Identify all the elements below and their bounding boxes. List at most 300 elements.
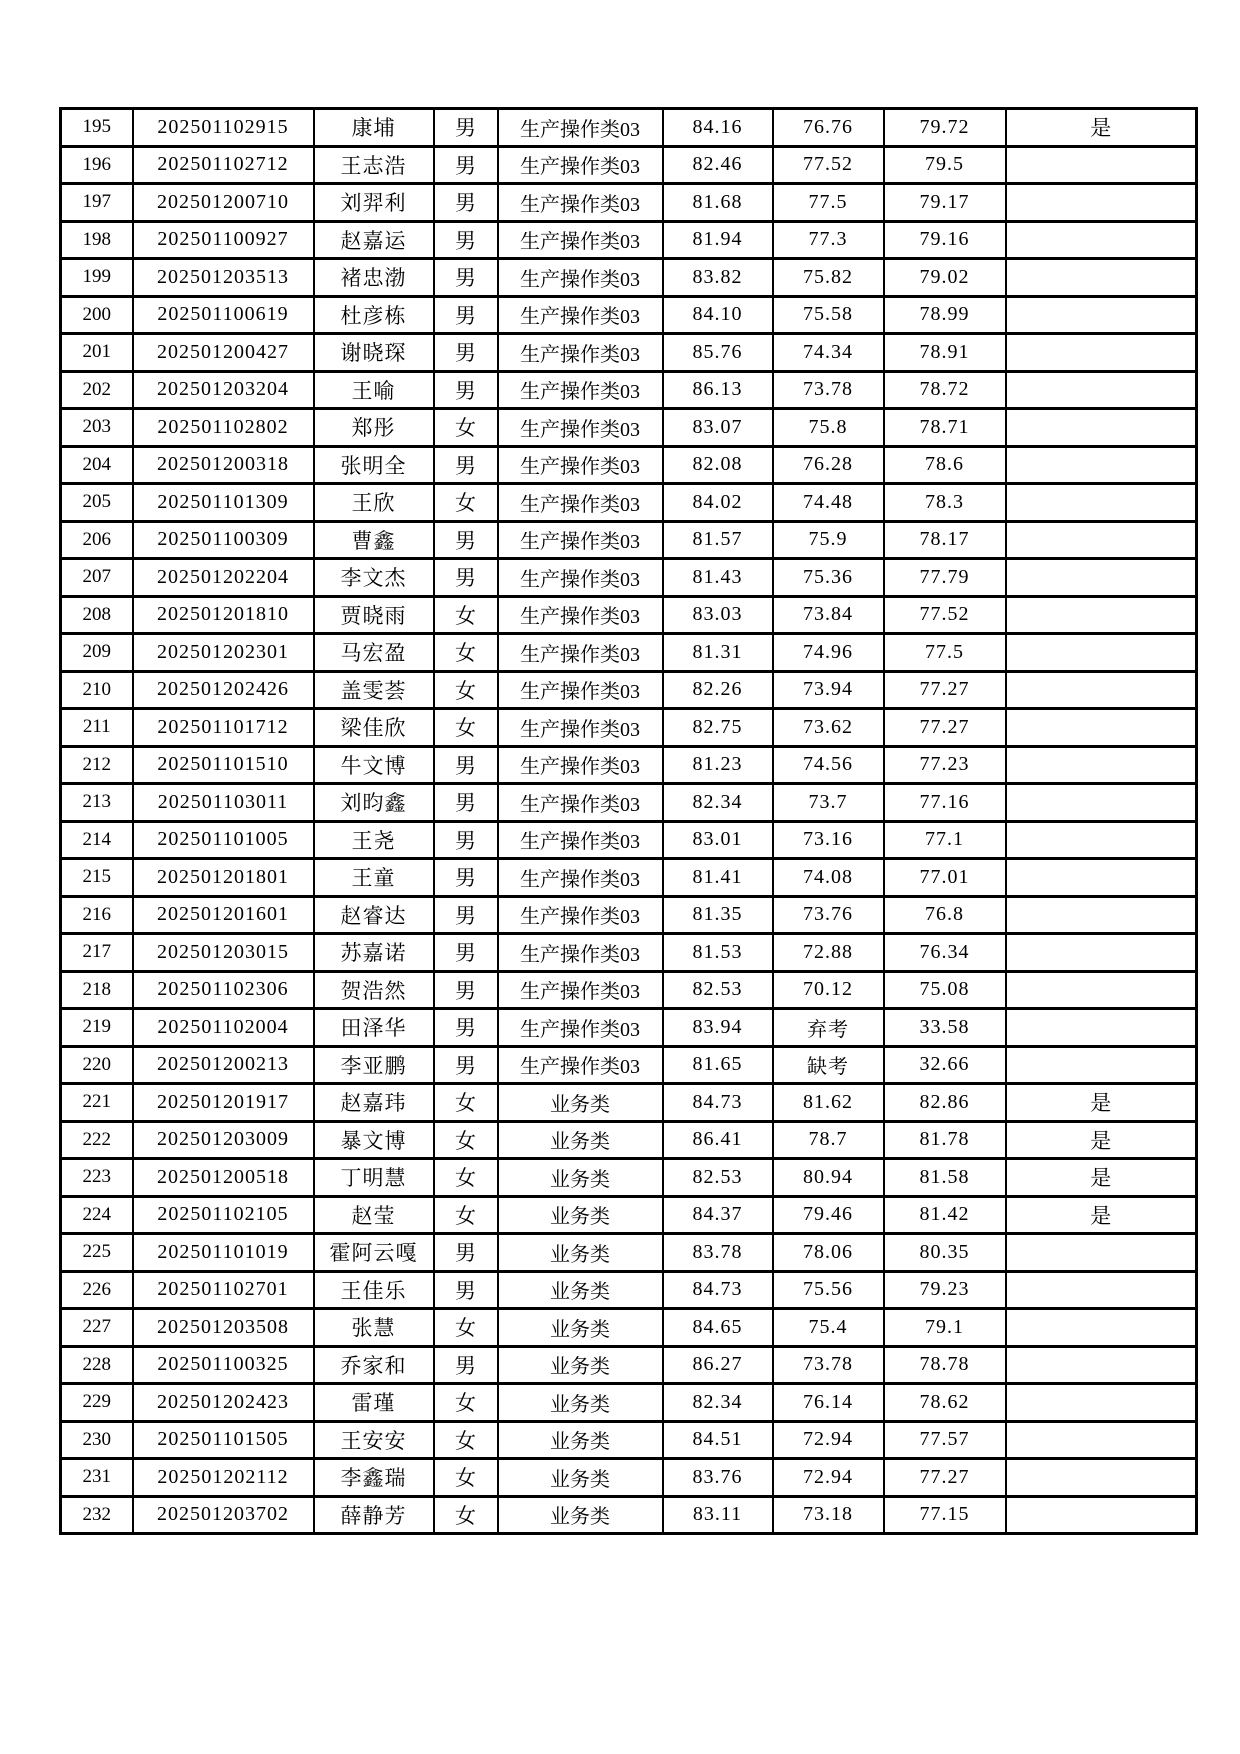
cell-admission-number: 202501101309 <box>133 484 314 522</box>
cell-name: 赵莹 <box>314 1196 434 1234</box>
cell-seq: 213 <box>61 784 133 822</box>
table-row <box>61 259 1197 297</box>
cell-seq: 210 <box>61 671 133 709</box>
cell-seq: 225 <box>61 1234 133 1272</box>
cell-score-interview: 76.28 <box>773 446 884 484</box>
cell-name: 康埔 <box>314 109 434 147</box>
cell-name: 王喻 <box>314 371 434 409</box>
cell-score-interview: 75.58 <box>773 296 884 334</box>
cell-score-total: 79.02 <box>884 259 1006 297</box>
cell-seq: 216 <box>61 896 133 934</box>
table-row <box>61 971 1197 1009</box>
cell-admission-number: 202501203702 <box>133 1496 314 1534</box>
cell-gender: 女 <box>434 1084 498 1122</box>
cell-seq: 232 <box>61 1496 133 1534</box>
cell-name: 贾晓雨 <box>314 596 434 634</box>
cell-qualified-flag: 是 <box>1006 109 1197 147</box>
table-row <box>61 934 1197 972</box>
cell-score-total: 79.16 <box>884 221 1006 259</box>
cell-gender: 男 <box>434 1234 498 1272</box>
cell-name: 盖雯荟 <box>314 671 434 709</box>
cell-score-total: 78.78 <box>884 1346 1006 1384</box>
cell-score-interview: 79.46 <box>773 1196 884 1234</box>
cell-score-total: 78.62 <box>884 1384 1006 1422</box>
cell-score-total: 79.72 <box>884 109 1006 147</box>
cell-gender: 女 <box>434 1121 498 1159</box>
table-row <box>61 184 1197 222</box>
cell-score-interview: 74.96 <box>773 634 884 672</box>
cell-category: 业务类 <box>498 1309 663 1347</box>
cell-score-written: 83.76 <box>663 1459 773 1497</box>
cell-gender: 女 <box>434 596 498 634</box>
cell-admission-number: 202501202301 <box>133 634 314 672</box>
cell-score-total: 78.99 <box>884 296 1006 334</box>
cell-score-interview: 73.84 <box>773 596 884 634</box>
cell-seq: 215 <box>61 859 133 897</box>
cell-gender: 男 <box>434 1346 498 1384</box>
cell-score-interview: 77.5 <box>773 184 884 222</box>
cell-score-total: 77.27 <box>884 671 1006 709</box>
cell-gender: 女 <box>434 1196 498 1234</box>
cell-score-interview: 75.56 <box>773 1271 884 1309</box>
table-row <box>61 1009 1197 1047</box>
table-row <box>61 784 1197 822</box>
cell-score-total: 76.34 <box>884 934 1006 972</box>
cell-admission-number: 202501201810 <box>133 596 314 634</box>
cell-gender: 女 <box>434 1496 498 1534</box>
cell-seq: 226 <box>61 1271 133 1309</box>
cell-admission-number: 202501202426 <box>133 671 314 709</box>
cell-score-interview: 73.78 <box>773 1346 884 1384</box>
cell-admission-number: 202501100927 <box>133 221 314 259</box>
cell-score-total: 32.66 <box>884 1046 1006 1084</box>
cell-score-total: 77.15 <box>884 1496 1006 1534</box>
cell-qualified-flag <box>1006 1234 1197 1272</box>
cell-admission-number: 202501100619 <box>133 296 314 334</box>
cell-category: 生产操作类03 <box>498 259 663 297</box>
cell-score-written: 82.75 <box>663 709 773 747</box>
cell-name: 牛文博 <box>314 746 434 784</box>
cell-score-total: 77.79 <box>884 559 1006 597</box>
cell-gender: 女 <box>434 1309 498 1347</box>
cell-category: 生产操作类03 <box>498 559 663 597</box>
cell-qualified-flag <box>1006 709 1197 747</box>
cell-category: 业务类 <box>498 1121 663 1159</box>
cell-score-interview: 74.34 <box>773 334 884 372</box>
cell-gender: 男 <box>434 821 498 859</box>
cell-name: 赵嘉玮 <box>314 1084 434 1122</box>
cell-seq: 209 <box>61 634 133 672</box>
cell-name: 王佳乐 <box>314 1271 434 1309</box>
cell-name: 谢晓琛 <box>314 334 434 372</box>
cell-score-total: 33.58 <box>884 1009 1006 1047</box>
cell-score-total: 77.27 <box>884 709 1006 747</box>
cell-admission-number: 202501102915 <box>133 109 314 147</box>
table-row <box>61 109 1197 147</box>
table-row <box>61 671 1197 709</box>
cell-admission-number: 202501100325 <box>133 1346 314 1384</box>
cell-score-interview: 74.56 <box>773 746 884 784</box>
cell-score-written: 83.11 <box>663 1496 773 1534</box>
table-row <box>61 1234 1197 1272</box>
cell-score-interview: 73.78 <box>773 371 884 409</box>
cell-seq: 203 <box>61 409 133 447</box>
cell-qualified-flag <box>1006 1046 1197 1084</box>
table-row <box>61 446 1197 484</box>
cell-score-written: 83.78 <box>663 1234 773 1272</box>
table-row <box>61 596 1197 634</box>
cell-category: 生产操作类03 <box>498 821 663 859</box>
cell-qualified-flag <box>1006 334 1197 372</box>
cell-admission-number: 202501200710 <box>133 184 314 222</box>
cell-score-written: 82.08 <box>663 446 773 484</box>
cell-score-written: 81.94 <box>663 221 773 259</box>
cell-seq: 217 <box>61 934 133 972</box>
cell-admission-number: 202501102701 <box>133 1271 314 1309</box>
table-row <box>61 409 1197 447</box>
cell-score-interview: 81.62 <box>773 1084 884 1122</box>
cell-score-interview: 73.16 <box>773 821 884 859</box>
cell-score-total: 78.6 <box>884 446 1006 484</box>
cell-qualified-flag <box>1006 559 1197 597</box>
cell-score-written: 84.73 <box>663 1271 773 1309</box>
table-row <box>61 1421 1197 1459</box>
cell-admission-number: 202501201917 <box>133 1084 314 1122</box>
table-row <box>61 1084 1197 1122</box>
cell-score-written: 82.34 <box>663 784 773 822</box>
cell-category: 业务类 <box>498 1159 663 1197</box>
cell-admission-number: 202501102004 <box>133 1009 314 1047</box>
cell-qualified-flag <box>1006 484 1197 522</box>
cell-score-interview: 78.7 <box>773 1121 884 1159</box>
cell-category: 业务类 <box>498 1346 663 1384</box>
cell-seq: 196 <box>61 146 133 184</box>
cell-score-written: 84.51 <box>663 1421 773 1459</box>
cell-gender: 女 <box>434 1159 498 1197</box>
cell-score-total: 77.01 <box>884 859 1006 897</box>
cell-score-written: 82.53 <box>663 971 773 1009</box>
cell-category: 生产操作类03 <box>498 859 663 897</box>
cell-score-written: 81.23 <box>663 746 773 784</box>
cell-seq: 230 <box>61 1421 133 1459</box>
cell-score-written: 81.57 <box>663 521 773 559</box>
table-row <box>61 1196 1197 1234</box>
cell-category: 生产操作类03 <box>498 109 663 147</box>
cell-gender: 男 <box>434 446 498 484</box>
cell-name: 张明全 <box>314 446 434 484</box>
cell-qualified-flag <box>1006 1309 1197 1347</box>
cell-seq: 229 <box>61 1384 133 1422</box>
cell-name: 赵睿达 <box>314 896 434 934</box>
cell-seq: 218 <box>61 971 133 1009</box>
cell-name: 王欣 <box>314 484 434 522</box>
cell-category: 生产操作类03 <box>498 1009 663 1047</box>
cell-gender: 男 <box>434 971 498 1009</box>
cell-category: 生产操作类03 <box>498 334 663 372</box>
cell-category: 业务类 <box>498 1496 663 1534</box>
cell-gender: 男 <box>434 296 498 334</box>
cell-gender: 男 <box>434 896 498 934</box>
cell-gender: 女 <box>434 634 498 672</box>
cell-score-written: 86.41 <box>663 1121 773 1159</box>
cell-score-written: 81.43 <box>663 559 773 597</box>
cell-category: 生产操作类03 <box>498 634 663 672</box>
cell-category: 生产操作类03 <box>498 1046 663 1084</box>
cell-qualified-flag <box>1006 596 1197 634</box>
cell-name: 杜彦栋 <box>314 296 434 334</box>
cell-gender: 女 <box>434 1421 498 1459</box>
cell-category: 生产操作类03 <box>498 296 663 334</box>
cell-name: 王尧 <box>314 821 434 859</box>
cell-score-total: 77.52 <box>884 596 1006 634</box>
table-row <box>61 746 1197 784</box>
cell-score-written: 83.03 <box>663 596 773 634</box>
cell-score-written: 82.53 <box>663 1159 773 1197</box>
cell-score-total: 78.72 <box>884 371 1006 409</box>
cell-seq: 228 <box>61 1346 133 1384</box>
cell-admission-number: 202501200518 <box>133 1159 314 1197</box>
cell-admission-number: 202501101005 <box>133 821 314 859</box>
cell-seq: 206 <box>61 521 133 559</box>
table-row <box>61 1309 1197 1347</box>
cell-qualified-flag <box>1006 259 1197 297</box>
cell-name: 梁佳欣 <box>314 709 434 747</box>
cell-name: 马宏盈 <box>314 634 434 672</box>
cell-gender: 男 <box>434 184 498 222</box>
cell-qualified-flag <box>1006 521 1197 559</box>
cell-score-total: 78.91 <box>884 334 1006 372</box>
cell-category: 生产操作类03 <box>498 709 663 747</box>
cell-score-written: 81.31 <box>663 634 773 672</box>
table-row <box>61 371 1197 409</box>
cell-gender: 男 <box>434 521 498 559</box>
cell-score-interview: 72.88 <box>773 934 884 972</box>
table-row <box>61 896 1197 934</box>
cell-score-written: 81.41 <box>663 859 773 897</box>
cell-name: 李鑫瑞 <box>314 1459 434 1497</box>
cell-qualified-flag <box>1006 1346 1197 1384</box>
cell-qualified-flag <box>1006 1384 1197 1422</box>
cell-seq: 220 <box>61 1046 133 1084</box>
cell-gender: 女 <box>434 1384 498 1422</box>
cell-score-interview: 75.9 <box>773 521 884 559</box>
cell-qualified-flag <box>1006 184 1197 222</box>
cell-admission-number: 202501102306 <box>133 971 314 1009</box>
cell-seq: 214 <box>61 821 133 859</box>
cell-score-total: 79.17 <box>884 184 1006 222</box>
table-row <box>61 146 1197 184</box>
cell-score-total: 81.42 <box>884 1196 1006 1234</box>
cell-score-total: 77.57 <box>884 1421 1006 1459</box>
cell-seq: 205 <box>61 484 133 522</box>
cell-name: 田泽华 <box>314 1009 434 1047</box>
cell-score-written: 81.65 <box>663 1046 773 1084</box>
cell-qualified-flag <box>1006 821 1197 859</box>
cell-score-written: 83.82 <box>663 259 773 297</box>
cell-score-written: 82.34 <box>663 1384 773 1422</box>
cell-name: 贺浩然 <box>314 971 434 1009</box>
cell-admission-number: 202501102802 <box>133 409 314 447</box>
cell-score-written: 86.13 <box>663 371 773 409</box>
table-row <box>61 1346 1197 1384</box>
cell-score-written: 85.76 <box>663 334 773 372</box>
cell-category: 业务类 <box>498 1234 663 1272</box>
cell-category: 生产操作类03 <box>498 371 663 409</box>
cell-admission-number: 202501200213 <box>133 1046 314 1084</box>
cell-score-total: 77.27 <box>884 1459 1006 1497</box>
cell-seq: 212 <box>61 746 133 784</box>
table-row <box>61 484 1197 522</box>
cell-name: 郑彤 <box>314 409 434 447</box>
cell-score-total: 79.5 <box>884 146 1006 184</box>
cell-qualified-flag <box>1006 746 1197 784</box>
table-row <box>61 221 1197 259</box>
cell-score-interview: 73.94 <box>773 671 884 709</box>
cell-seq: 207 <box>61 559 133 597</box>
cell-score-written: 84.10 <box>663 296 773 334</box>
cell-category: 生产操作类03 <box>498 446 663 484</box>
cell-score-written: 82.26 <box>663 671 773 709</box>
cell-gender: 女 <box>434 409 498 447</box>
cell-score-total: 77.1 <box>884 821 1006 859</box>
cell-score-total: 78.17 <box>884 521 1006 559</box>
cell-score-interview: 80.94 <box>773 1159 884 1197</box>
cell-score-total: 81.78 <box>884 1121 1006 1159</box>
table-row <box>61 1271 1197 1309</box>
cell-gender: 女 <box>434 709 498 747</box>
cell-gender: 男 <box>434 259 498 297</box>
cell-seq: 200 <box>61 296 133 334</box>
cell-score-total: 76.8 <box>884 896 1006 934</box>
cell-score-total: 77.16 <box>884 784 1006 822</box>
cell-admission-number: 202501100309 <box>133 521 314 559</box>
cell-score-interview: 70.12 <box>773 971 884 1009</box>
cell-category: 业务类 <box>498 1196 663 1234</box>
cell-score-interview: 76.76 <box>773 109 884 147</box>
cell-category: 生产操作类03 <box>498 221 663 259</box>
cell-qualified-flag <box>1006 671 1197 709</box>
cell-category: 生产操作类03 <box>498 409 663 447</box>
cell-score-interview: 74.08 <box>773 859 884 897</box>
cell-admission-number: 202501201601 <box>133 896 314 934</box>
cell-name: 霍阿云嘎 <box>314 1234 434 1272</box>
table-row <box>61 709 1197 747</box>
cell-gender: 男 <box>434 221 498 259</box>
cell-score-written: 82.46 <box>663 146 773 184</box>
cell-score-interview: 78.06 <box>773 1234 884 1272</box>
table-row <box>61 1459 1197 1497</box>
cell-qualified-flag <box>1006 1459 1197 1497</box>
cell-category: 业务类 <box>498 1084 663 1122</box>
results-table-body <box>61 109 1197 1534</box>
cell-score-written: 84.02 <box>663 484 773 522</box>
cell-gender: 男 <box>434 784 498 822</box>
cell-qualified-flag <box>1006 446 1197 484</box>
cell-category: 生产操作类03 <box>498 521 663 559</box>
cell-score-interview: 77.52 <box>773 146 884 184</box>
cell-category: 业务类 <box>498 1459 663 1497</box>
cell-admission-number: 202501101019 <box>133 1234 314 1272</box>
cell-score-interview: 73.76 <box>773 896 884 934</box>
cell-name: 刘昀鑫 <box>314 784 434 822</box>
cell-qualified-flag: 是 <box>1006 1159 1197 1197</box>
table-row <box>61 859 1197 897</box>
cell-admission-number: 202501102712 <box>133 146 314 184</box>
cell-qualified-flag: 是 <box>1006 1121 1197 1159</box>
cell-name: 王童 <box>314 859 434 897</box>
cell-score-interview: 73.18 <box>773 1496 884 1534</box>
table-row <box>61 821 1197 859</box>
cell-qualified-flag <box>1006 221 1197 259</box>
cell-score-written: 84.65 <box>663 1309 773 1347</box>
cell-score-interview: 缺考 <box>773 1046 884 1084</box>
cell-category: 生产操作类03 <box>498 934 663 972</box>
table-row <box>61 1121 1197 1159</box>
table-row <box>61 1046 1197 1084</box>
cell-score-total: 79.23 <box>884 1271 1006 1309</box>
cell-score-total: 82.86 <box>884 1084 1006 1122</box>
cell-qualified-flag <box>1006 1009 1197 1047</box>
cell-gender: 女 <box>434 1459 498 1497</box>
cell-score-written: 81.53 <box>663 934 773 972</box>
cell-admission-number: 202501203204 <box>133 371 314 409</box>
cell-category: 生产操作类03 <box>498 896 663 934</box>
cell-name: 王志浩 <box>314 146 434 184</box>
cell-name: 李亚鹏 <box>314 1046 434 1084</box>
cell-gender: 男 <box>434 859 498 897</box>
cell-gender: 男 <box>434 1271 498 1309</box>
cell-score-total: 78.3 <box>884 484 1006 522</box>
cell-score-written: 83.94 <box>663 1009 773 1047</box>
table-row <box>61 521 1197 559</box>
cell-name: 苏嘉诺 <box>314 934 434 972</box>
cell-admission-number: 202501202423 <box>133 1384 314 1422</box>
cell-gender: 男 <box>434 146 498 184</box>
cell-score-written: 81.35 <box>663 896 773 934</box>
cell-name: 赵嘉运 <box>314 221 434 259</box>
cell-qualified-flag: 是 <box>1006 1084 1197 1122</box>
cell-category: 生产操作类03 <box>498 146 663 184</box>
cell-category: 生产操作类03 <box>498 184 663 222</box>
cell-qualified-flag <box>1006 784 1197 822</box>
cell-name: 张慧 <box>314 1309 434 1347</box>
cell-score-interview: 73.62 <box>773 709 884 747</box>
cell-gender: 男 <box>434 1046 498 1084</box>
cell-name: 乔家和 <box>314 1346 434 1384</box>
cell-qualified-flag <box>1006 634 1197 672</box>
table-row <box>61 634 1197 672</box>
cell-score-interview: 75.8 <box>773 409 884 447</box>
cell-admission-number: 202501201801 <box>133 859 314 897</box>
cell-seq: 211 <box>61 709 133 747</box>
cell-name: 雷瑾 <box>314 1384 434 1422</box>
cell-qualified-flag <box>1006 146 1197 184</box>
cell-score-written: 86.27 <box>663 1346 773 1384</box>
cell-seq: 198 <box>61 221 133 259</box>
cell-admission-number: 202501203009 <box>133 1121 314 1159</box>
cell-score-interview: 77.3 <box>773 221 884 259</box>
cell-admission-number: 202501102105 <box>133 1196 314 1234</box>
cell-score-total: 78.71 <box>884 409 1006 447</box>
table-row <box>61 1496 1197 1534</box>
cell-qualified-flag <box>1006 296 1197 334</box>
cell-score-written: 84.73 <box>663 1084 773 1122</box>
cell-gender: 男 <box>434 109 498 147</box>
cell-seq: 201 <box>61 334 133 372</box>
cell-admission-number: 202501203015 <box>133 934 314 972</box>
cell-category: 生产操作类03 <box>498 784 663 822</box>
cell-name: 丁明慧 <box>314 1159 434 1197</box>
